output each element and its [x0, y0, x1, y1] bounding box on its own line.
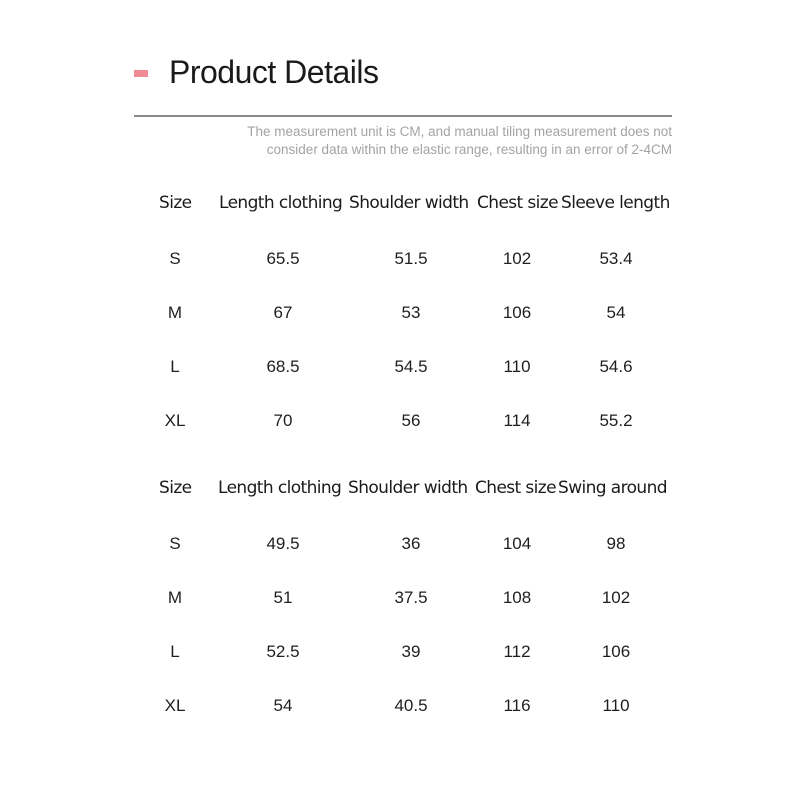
- title-divider: [134, 115, 672, 117]
- cell-shoulder-width: 39: [401, 642, 421, 661]
- cell-chest-size: 104: [502, 534, 532, 553]
- cell-size: L: [170, 357, 180, 376]
- table-row: [140, 247, 680, 271]
- cell-size: S: [169, 534, 181, 553]
- cell-shoulder-width: 40.5: [394, 696, 428, 715]
- header-size: Size: [159, 478, 192, 498]
- header-swing-around: Swing around: [558, 478, 667, 498]
- header-length-clothing: Length clothing: [218, 478, 342, 498]
- cell-sleeve-length: 55.2: [599, 411, 633, 430]
- table-row: [140, 355, 680, 379]
- measurement-note: [152, 123, 672, 159]
- table-row: [140, 409, 680, 433]
- table-row: [140, 301, 680, 325]
- header-chest-size: Chest size: [475, 478, 556, 498]
- table-row: [140, 586, 680, 610]
- cell-size: S: [169, 249, 181, 268]
- cell-size: M: [167, 588, 183, 607]
- cell-size: XL: [164, 411, 186, 430]
- table-row: [140, 532, 680, 556]
- table-row: [140, 694, 680, 718]
- cell-shoulder-width: 54.5: [394, 357, 428, 376]
- header-size: Size: [159, 193, 192, 213]
- cell-size: L: [170, 642, 180, 661]
- header-length-clothing: Length clothing: [219, 193, 343, 213]
- table-header-row: [140, 191, 680, 215]
- cell-length-clothing: 49.5: [266, 534, 300, 553]
- table-row: [140, 640, 680, 664]
- header-shoulder-width: Shoulder width: [348, 478, 468, 498]
- header-sleeve-length: Sleeve length: [561, 193, 670, 213]
- cell-sleeve-length: 54.6: [599, 357, 633, 376]
- cell-swing-around: 106: [601, 642, 631, 661]
- cell-length-clothing: 52.5: [266, 642, 300, 661]
- measurement-note-line-1: The measurement unit is CM, and manual tiling measurement does not: [247, 124, 672, 139]
- cell-length-clothing: 67: [273, 303, 293, 322]
- cell-shoulder-width: 53: [401, 303, 421, 322]
- cell-length-clothing: 68.5: [266, 357, 300, 376]
- cell-sleeve-length: 53.4: [599, 249, 633, 268]
- cell-length-clothing: 70: [273, 411, 293, 430]
- table-header-row: [140, 476, 680, 500]
- cell-length-clothing: 54: [273, 696, 293, 715]
- cell-chest-size: 108: [502, 588, 532, 607]
- cell-chest-size: 106: [502, 303, 532, 322]
- cell-chest-size: 110: [503, 357, 531, 376]
- cell-chest-size: 102: [502, 249, 532, 268]
- cell-swing-around: 102: [601, 588, 631, 607]
- cell-shoulder-width: 51.5: [394, 249, 428, 268]
- cell-shoulder-width: 36: [401, 534, 421, 553]
- cell-swing-around: 110: [602, 696, 630, 715]
- cell-shoulder-width: 56: [401, 411, 421, 430]
- cell-length-clothing: 51: [273, 588, 293, 607]
- cell-shoulder-width: 37.5: [394, 588, 428, 607]
- cell-length-clothing: 65.5: [266, 249, 300, 268]
- header-chest-size: Chest size: [477, 193, 558, 213]
- page-title: Product Details: [169, 54, 379, 90]
- cell-size: XL: [164, 696, 186, 715]
- cell-chest-size: 114: [503, 411, 531, 430]
- cell-chest-size: 116: [503, 696, 531, 715]
- cell-swing-around: 98: [606, 534, 626, 553]
- cell-chest-size: 112: [503, 642, 531, 661]
- cell-sleeve-length: 54: [606, 303, 626, 322]
- measurement-note-line-2: consider data within the elastic range, resulting in an error of 2-4CM: [266, 142, 672, 157]
- title-accent-bar: [134, 70, 148, 77]
- header-shoulder-width: Shoulder width: [349, 193, 469, 213]
- cell-size: M: [167, 303, 183, 322]
